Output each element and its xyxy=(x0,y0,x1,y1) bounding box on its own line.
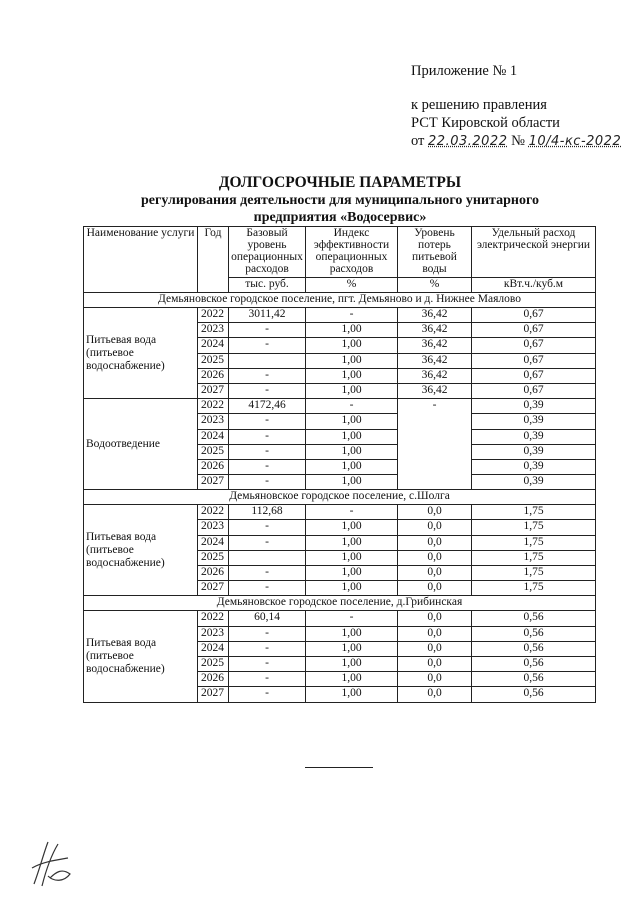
index-cell: 1,00 xyxy=(306,383,398,398)
year-cell: 2022 xyxy=(198,308,229,323)
base-cell: - xyxy=(229,444,306,459)
decision-date: 22.03.2022 xyxy=(428,134,508,149)
year-cell: 2027 xyxy=(198,475,229,490)
energy-cell: 0,56 xyxy=(472,641,596,656)
base-cell: - xyxy=(229,383,306,398)
base-cell: - xyxy=(229,520,306,535)
energy-cell: 1,75 xyxy=(472,550,596,565)
energy-cell: 0,39 xyxy=(472,459,596,474)
index-cell: 1,00 xyxy=(306,368,398,383)
index-cell: - xyxy=(306,611,398,626)
year-cell: 2025 xyxy=(198,656,229,671)
index-cell: 1,00 xyxy=(306,414,398,429)
base-cell: - xyxy=(229,672,306,687)
base-cell: 4172,46 xyxy=(229,399,306,414)
section-title: Демьяновское городское поселение, д.Грибинская xyxy=(84,596,596,611)
loss-cell: 36,42 xyxy=(398,368,472,383)
year-cell: 2025 xyxy=(198,353,229,368)
energy-cell: 0,67 xyxy=(472,353,596,368)
base-cell: - xyxy=(229,338,306,353)
year-cell: 2025 xyxy=(198,550,229,565)
index-cell: 1,00 xyxy=(306,459,398,474)
base-cell: 3011,42 xyxy=(229,308,306,323)
year-cell: 2025 xyxy=(198,444,229,459)
year-cell: 2026 xyxy=(198,672,229,687)
index-cell: 1,00 xyxy=(306,656,398,671)
loss-cell: 0,0 xyxy=(398,687,472,702)
year-cell: 2026 xyxy=(198,459,229,474)
section-row xyxy=(84,596,596,611)
loss-cell: 36,42 xyxy=(398,353,472,368)
index-cell: 1,00 xyxy=(306,672,398,687)
base-cell: - xyxy=(229,566,306,581)
header-energy: Удельный расход электрической энергии xyxy=(472,227,596,278)
loss-cell: 36,42 xyxy=(398,383,472,398)
unit-energy: кВт.ч./куб.м xyxy=(472,278,596,293)
title-line3: предприятия «Водосервис» xyxy=(253,210,427,225)
unit-index: % xyxy=(306,278,398,293)
loss-cell: 0,0 xyxy=(398,641,472,656)
index-cell: 1,00 xyxy=(306,475,398,490)
year-cell: 2024 xyxy=(198,429,229,444)
index-cell: - xyxy=(306,505,398,520)
index-cell: 1,00 xyxy=(306,641,398,656)
loss-cell: 36,42 xyxy=(398,308,472,323)
header-loss: Уровень потерь питьевой воды xyxy=(398,227,472,278)
base-cell: - xyxy=(229,687,306,702)
section-title: Демьяновское городское поселение, пгт. Демьяново и д. Нижнее Маялово xyxy=(84,293,596,308)
loss-cell: 0,0 xyxy=(398,581,472,596)
energy-cell: 0,39 xyxy=(472,475,596,490)
year-cell: 2022 xyxy=(198,611,229,626)
energy-cell: 0,56 xyxy=(472,626,596,641)
index-cell: 1,00 xyxy=(306,566,398,581)
year-cell: 2022 xyxy=(198,399,229,414)
energy-cell: 0,67 xyxy=(472,323,596,338)
year-cell: 2027 xyxy=(198,687,229,702)
base-cell: - xyxy=(229,535,306,550)
year-cell: 2024 xyxy=(198,338,229,353)
index-cell: 1,00 xyxy=(306,687,398,702)
base-cell: - xyxy=(229,641,306,656)
energy-cell: 0,67 xyxy=(472,308,596,323)
index-cell: 1,00 xyxy=(306,550,398,565)
index-cell: - xyxy=(306,308,398,323)
energy-cell: 0,56 xyxy=(472,672,596,687)
index-cell: 1,00 xyxy=(306,520,398,535)
energy-cell: 0,39 xyxy=(472,444,596,459)
section-row xyxy=(84,490,596,505)
title-line2: регулирования деятельности для муниципального унитарного xyxy=(141,193,539,208)
base-cell: - xyxy=(229,459,306,474)
appendix-line1: к решению правления xyxy=(411,97,547,113)
year-cell: 2023 xyxy=(198,626,229,641)
energy-cell: 0,39 xyxy=(472,429,596,444)
loss-cell: 0,0 xyxy=(398,611,472,626)
index-cell: 1,00 xyxy=(306,535,398,550)
loss-cell: 0,0 xyxy=(398,505,472,520)
signature-icon xyxy=(28,838,74,890)
header-index: Индекс эффективности операционных расходов xyxy=(306,227,398,278)
table-row xyxy=(84,611,596,626)
index-cell: - xyxy=(306,399,398,414)
loss-cell: 0,0 xyxy=(398,566,472,581)
loss-cell: 36,42 xyxy=(398,323,472,338)
year-cell: 2026 xyxy=(198,368,229,383)
index-cell: 1,00 xyxy=(306,626,398,641)
service-name: Питьевая вода (питьевое водоснабжение) xyxy=(84,505,198,596)
unit-loss: % xyxy=(398,278,472,293)
base-cell: - xyxy=(229,429,306,444)
loss-cell: - xyxy=(398,399,472,490)
header-year: Год xyxy=(198,227,229,293)
base-cell: - xyxy=(229,626,306,641)
appendix-line2: РСТ Кировской области xyxy=(411,115,560,131)
parameters-table xyxy=(83,226,596,703)
year-cell: 2024 xyxy=(198,641,229,656)
base-cell xyxy=(229,550,306,565)
table-row xyxy=(84,505,596,520)
title-line1: ДОЛГОСРОЧНЫЕ ПАРАМЕТРЫ xyxy=(218,174,462,191)
index-cell: 1,00 xyxy=(306,429,398,444)
year-cell: 2026 xyxy=(198,566,229,581)
service-name: Питьевая вода (питьевое водоснабжение) xyxy=(84,611,198,702)
loss-cell: 0,0 xyxy=(398,550,472,565)
energy-cell: 1,75 xyxy=(472,581,596,596)
base-cell: - xyxy=(229,581,306,596)
number-sign: № xyxy=(511,133,525,149)
energy-cell: 0,39 xyxy=(472,399,596,414)
table-row xyxy=(84,399,596,414)
table-row xyxy=(84,308,596,323)
loss-cell: 0,0 xyxy=(398,626,472,641)
index-cell: 1,00 xyxy=(306,444,398,459)
closing-rule xyxy=(305,767,373,768)
energy-cell: 1,75 xyxy=(472,505,596,520)
unit-base: тыс. руб. xyxy=(229,278,306,293)
section-title: Демьяновское городское поселение, с.Шолга xyxy=(84,490,596,505)
base-cell: 60,14 xyxy=(229,611,306,626)
index-cell: 1,00 xyxy=(306,581,398,596)
section-row xyxy=(84,293,596,308)
energy-cell: 0,39 xyxy=(472,414,596,429)
decision-number: 10/4-кс-2022 xyxy=(528,134,622,149)
year-cell: 2022 xyxy=(198,505,229,520)
index-cell: 1,00 xyxy=(306,323,398,338)
year-cell: 2027 xyxy=(198,383,229,398)
energy-cell: 0,56 xyxy=(472,611,596,626)
appendix-date-line xyxy=(411,132,621,151)
energy-cell: 0,56 xyxy=(472,687,596,702)
index-cell: 1,00 xyxy=(306,353,398,368)
base-cell: - xyxy=(229,368,306,383)
year-cell: 2027 xyxy=(198,581,229,596)
appendix-prefix: от xyxy=(411,133,425,149)
loss-cell: 0,0 xyxy=(398,520,472,535)
base-cell: - xyxy=(229,475,306,490)
loss-cell: 36,42 xyxy=(398,338,472,353)
loss-cell: 0,0 xyxy=(398,656,472,671)
header-service: Наименование услуги xyxy=(84,227,198,293)
base-cell xyxy=(229,353,306,368)
base-cell: - xyxy=(229,414,306,429)
energy-cell: 0,56 xyxy=(472,656,596,671)
loss-cell: 0,0 xyxy=(398,535,472,550)
energy-cell: 1,75 xyxy=(472,566,596,581)
energy-cell: 0,67 xyxy=(472,383,596,398)
base-cell: - xyxy=(229,656,306,671)
table-body xyxy=(84,293,596,703)
year-cell: 2023 xyxy=(198,520,229,535)
year-cell: 2024 xyxy=(198,535,229,550)
energy-cell: 1,75 xyxy=(472,520,596,535)
year-cell: 2023 xyxy=(198,414,229,429)
energy-cell: 1,75 xyxy=(472,535,596,550)
appendix-number: Приложение № 1 xyxy=(411,63,518,79)
service-name: Водоотведение xyxy=(84,399,198,490)
loss-cell: 0,0 xyxy=(398,672,472,687)
energy-cell: 0,67 xyxy=(472,338,596,353)
base-cell: - xyxy=(229,323,306,338)
base-cell: 112,68 xyxy=(229,505,306,520)
service-name: Питьевая вода (питьевое водоснабжение) xyxy=(84,308,198,399)
year-cell: 2023 xyxy=(198,323,229,338)
index-cell: 1,00 xyxy=(306,338,398,353)
header-base: Базовый уровень операционных расходов xyxy=(229,227,306,278)
energy-cell: 0,67 xyxy=(472,368,596,383)
